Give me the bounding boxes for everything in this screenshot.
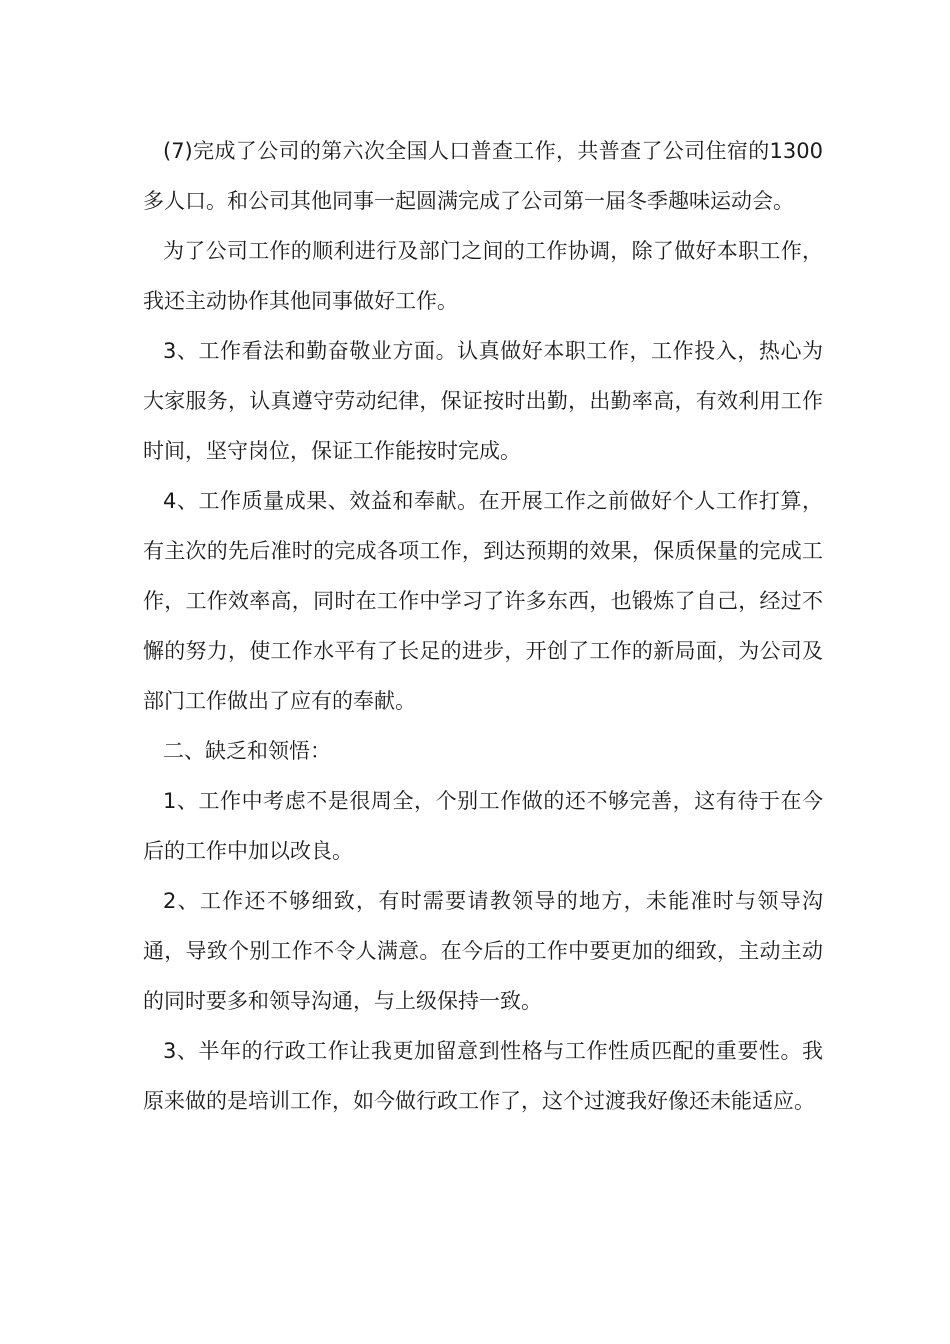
paragraph-work-quality: 4、工作质量成果、效益和奉献。在开展工作之前做好个人工作打算，有主次的先后准时的完成各项工作，到达预期的效果，保质保量的完成工作，工作效率高，同时在工作中学习了许多东西，也锻炼了自己，经过不懈的努力，使工作水平有了长足的进步，开创了工作的新局面，为公司及部门工作做出了应有的奉献。: [143, 489, 823, 713]
paragraph-shortcoming-2: 2、工作还不够细致，有时需要请教领导的地方，未能准时与领导沟通，导致个别工作不令人满意。在今后的工作中要更加的细致，主动主动的同时要多和领导沟通，与上级保持一致。: [143, 889, 823, 1013]
paragraph-census: (7)完成了公司的第六次全国人口普查工作，共普查了公司住宿的1300多人口。和公司其他同事一起圆满完成了公司第一届冬季趣味运动会。: [143, 139, 823, 213]
section-heading-shortcomings: 二、缺乏和领悟：: [163, 739, 331, 763]
paragraph-work-attitude: 3、工作看法和勤奋敬业方面。认真做好本职工作，工作投入，热心为大家服务，认真遵守劳动纪律，保证按时出勤，出勤率高，有效利用工作时间，坚守岗位，保证工作能按时完成。: [143, 339, 823, 463]
paragraph-shortcoming-1: 1、工作中考虑不是很周全，个别工作做的还不够完善，这有待于在今后的工作中加以改良。: [143, 789, 823, 863]
paragraph-coordination: 为了公司工作的顺利进行及部门之间的工作协调，除了做好本职工作，我还主动协作其他同事做好工作。: [143, 239, 823, 313]
document-body: [143, 126, 823, 1126]
paragraph-shortcoming-3: 3、半年的行政工作让我更加留意到性格与工作性质匹配的重要性。我原来做的是培训工作，如今做行政工作了，这个过渡我好像还未能适应。: [143, 1039, 823, 1113]
